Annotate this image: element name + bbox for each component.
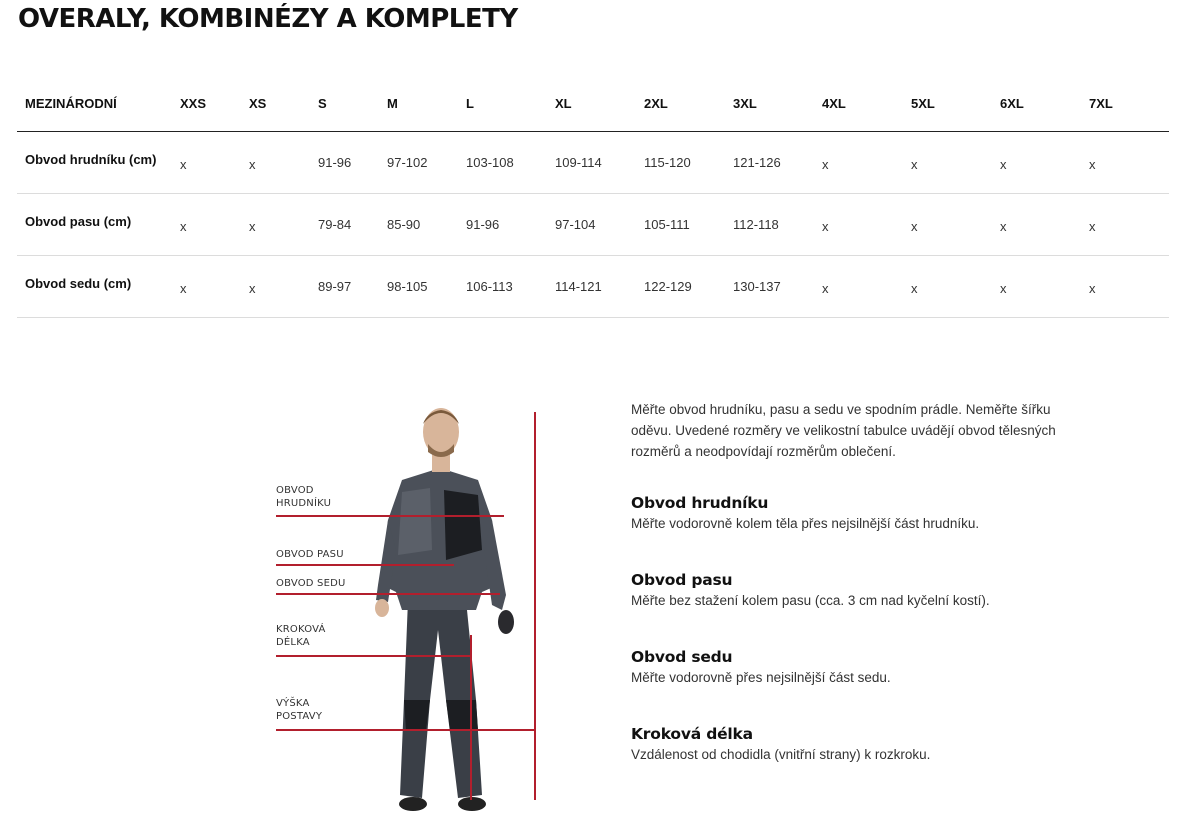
- inseam-line-vertical: [470, 635, 472, 800]
- table-row: [17, 194, 1169, 256]
- table-cell: 121-126: [725, 132, 814, 194]
- table-cell: 97-102: [379, 132, 458, 194]
- header-cell: M: [379, 76, 458, 132]
- header-cell: 4XL: [814, 76, 903, 132]
- section-text: Měřte bez stažení kolem pasu (cca. 3 cm nad kyčelní kostí).: [631, 593, 990, 608]
- table-header-row: [17, 76, 1169, 132]
- table-cell: 130-137: [725, 256, 814, 318]
- header-cell: 2XL: [636, 76, 725, 132]
- size-table: [17, 76, 1169, 318]
- table-cell: 98-105: [379, 256, 458, 318]
- section-text: Měřte vodorovně přes nejsilnější část sedu.: [631, 670, 891, 685]
- table-cell: x: [814, 256, 903, 318]
- header-cell: XS: [241, 76, 310, 132]
- section-title: Obvod sedu: [631, 648, 733, 666]
- waist-line: [276, 564, 454, 566]
- header-cell: 5XL: [903, 76, 992, 132]
- table-cell: x: [992, 132, 1081, 194]
- measurement-description: [631, 399, 1071, 762]
- table-cell: 106-113: [458, 256, 547, 318]
- table-cell: x: [172, 132, 241, 194]
- table-cell: x: [1081, 194, 1169, 256]
- table-cell: 85-90: [379, 194, 458, 256]
- header-cell: 3XL: [725, 76, 814, 132]
- table-cell: x: [1081, 132, 1169, 194]
- table-cell: x: [172, 256, 241, 318]
- table-cell: 115-120: [636, 132, 725, 194]
- intro-text: Měřte obvod hrudníku, pasu a sedu ve spodním prádle. Neměřte šířku oděvu. Uvedené rozměry ve velikostní tabulce uvádějí obvod tělesných rozměrů a neodpovídají rozměrům oblečení.: [631, 402, 1056, 459]
- section-text: Měřte vodorovně kolem těla přes nejsilnější část hrudníku.: [631, 516, 980, 531]
- height-line-vertical: [534, 412, 536, 800]
- table-cell: 79-84: [310, 194, 379, 256]
- table-cell: x: [903, 256, 992, 318]
- height-line: [276, 729, 536, 731]
- section-title: Kroková délka: [631, 725, 753, 743]
- table-cell: 97-104: [547, 194, 636, 256]
- table-cell: x: [992, 256, 1081, 318]
- section-title: Obvod hrudníku: [631, 494, 769, 512]
- table-cell: 114-121: [547, 256, 636, 318]
- chest-line: [276, 515, 504, 517]
- section-waist: [631, 571, 1071, 608]
- page-title: OVERALY, KOMBINÉZY A KOMPLETY: [18, 4, 518, 34]
- table-cell: x: [241, 256, 310, 318]
- table-cell: 109-114: [547, 132, 636, 194]
- table-cell: x: [814, 132, 903, 194]
- table-cell: 112-118: [725, 194, 814, 256]
- row-label: Obvod sedu (cm): [17, 256, 172, 318]
- worker-illustration: [270, 400, 550, 820]
- table-cell: x: [241, 132, 310, 194]
- header-cell: 6XL: [992, 76, 1081, 132]
- hip-line: [276, 593, 500, 595]
- header-cell: L: [458, 76, 547, 132]
- table-row: [17, 256, 1169, 318]
- section-hip: [631, 648, 1071, 685]
- header-cell: MEZINÁRODNÍ: [17, 76, 172, 132]
- row-label: Obvod hrudníku (cm): [17, 132, 172, 194]
- table-cell: 103-108: [458, 132, 547, 194]
- table-cell: x: [172, 194, 241, 256]
- table-cell: 105-111: [636, 194, 725, 256]
- header-cell: S: [310, 76, 379, 132]
- table-cell: x: [241, 194, 310, 256]
- hip-label: OBVOD SEDU: [276, 578, 346, 589]
- table-cell: 91-96: [458, 194, 547, 256]
- header-cell: XXS: [172, 76, 241, 132]
- row-label: Obvod pasu (cm): [17, 194, 172, 256]
- table-cell: x: [903, 194, 992, 256]
- section-text: Vzdálenost od chodidla (vnitřní strany) k rozkroku.: [631, 747, 931, 762]
- section-chest: [631, 494, 1071, 531]
- measurement-figure: [270, 400, 550, 820]
- waist-label: OBVOD PASU: [276, 549, 344, 560]
- table-cell: x: [814, 194, 903, 256]
- table-cell: 91-96: [310, 132, 379, 194]
- header-cell: XL: [547, 76, 636, 132]
- table-cell: 122-129: [636, 256, 725, 318]
- inseam-label: KROKOVÁ DÉLKA: [276, 624, 326, 648]
- header-cell: 7XL: [1081, 76, 1169, 132]
- height-label: VÝŠKA POSTAVY: [276, 698, 323, 722]
- table-cell: x: [992, 194, 1081, 256]
- table-row: [17, 132, 1169, 194]
- inseam-line: [276, 655, 472, 657]
- table-cell: x: [1081, 256, 1169, 318]
- table-cell: 89-97: [310, 256, 379, 318]
- section-inseam: [631, 725, 1071, 762]
- table-cell: x: [903, 132, 992, 194]
- section-title: Obvod pasu: [631, 571, 733, 589]
- chest-label: OBVOD HRUDNÍKU: [276, 485, 332, 509]
